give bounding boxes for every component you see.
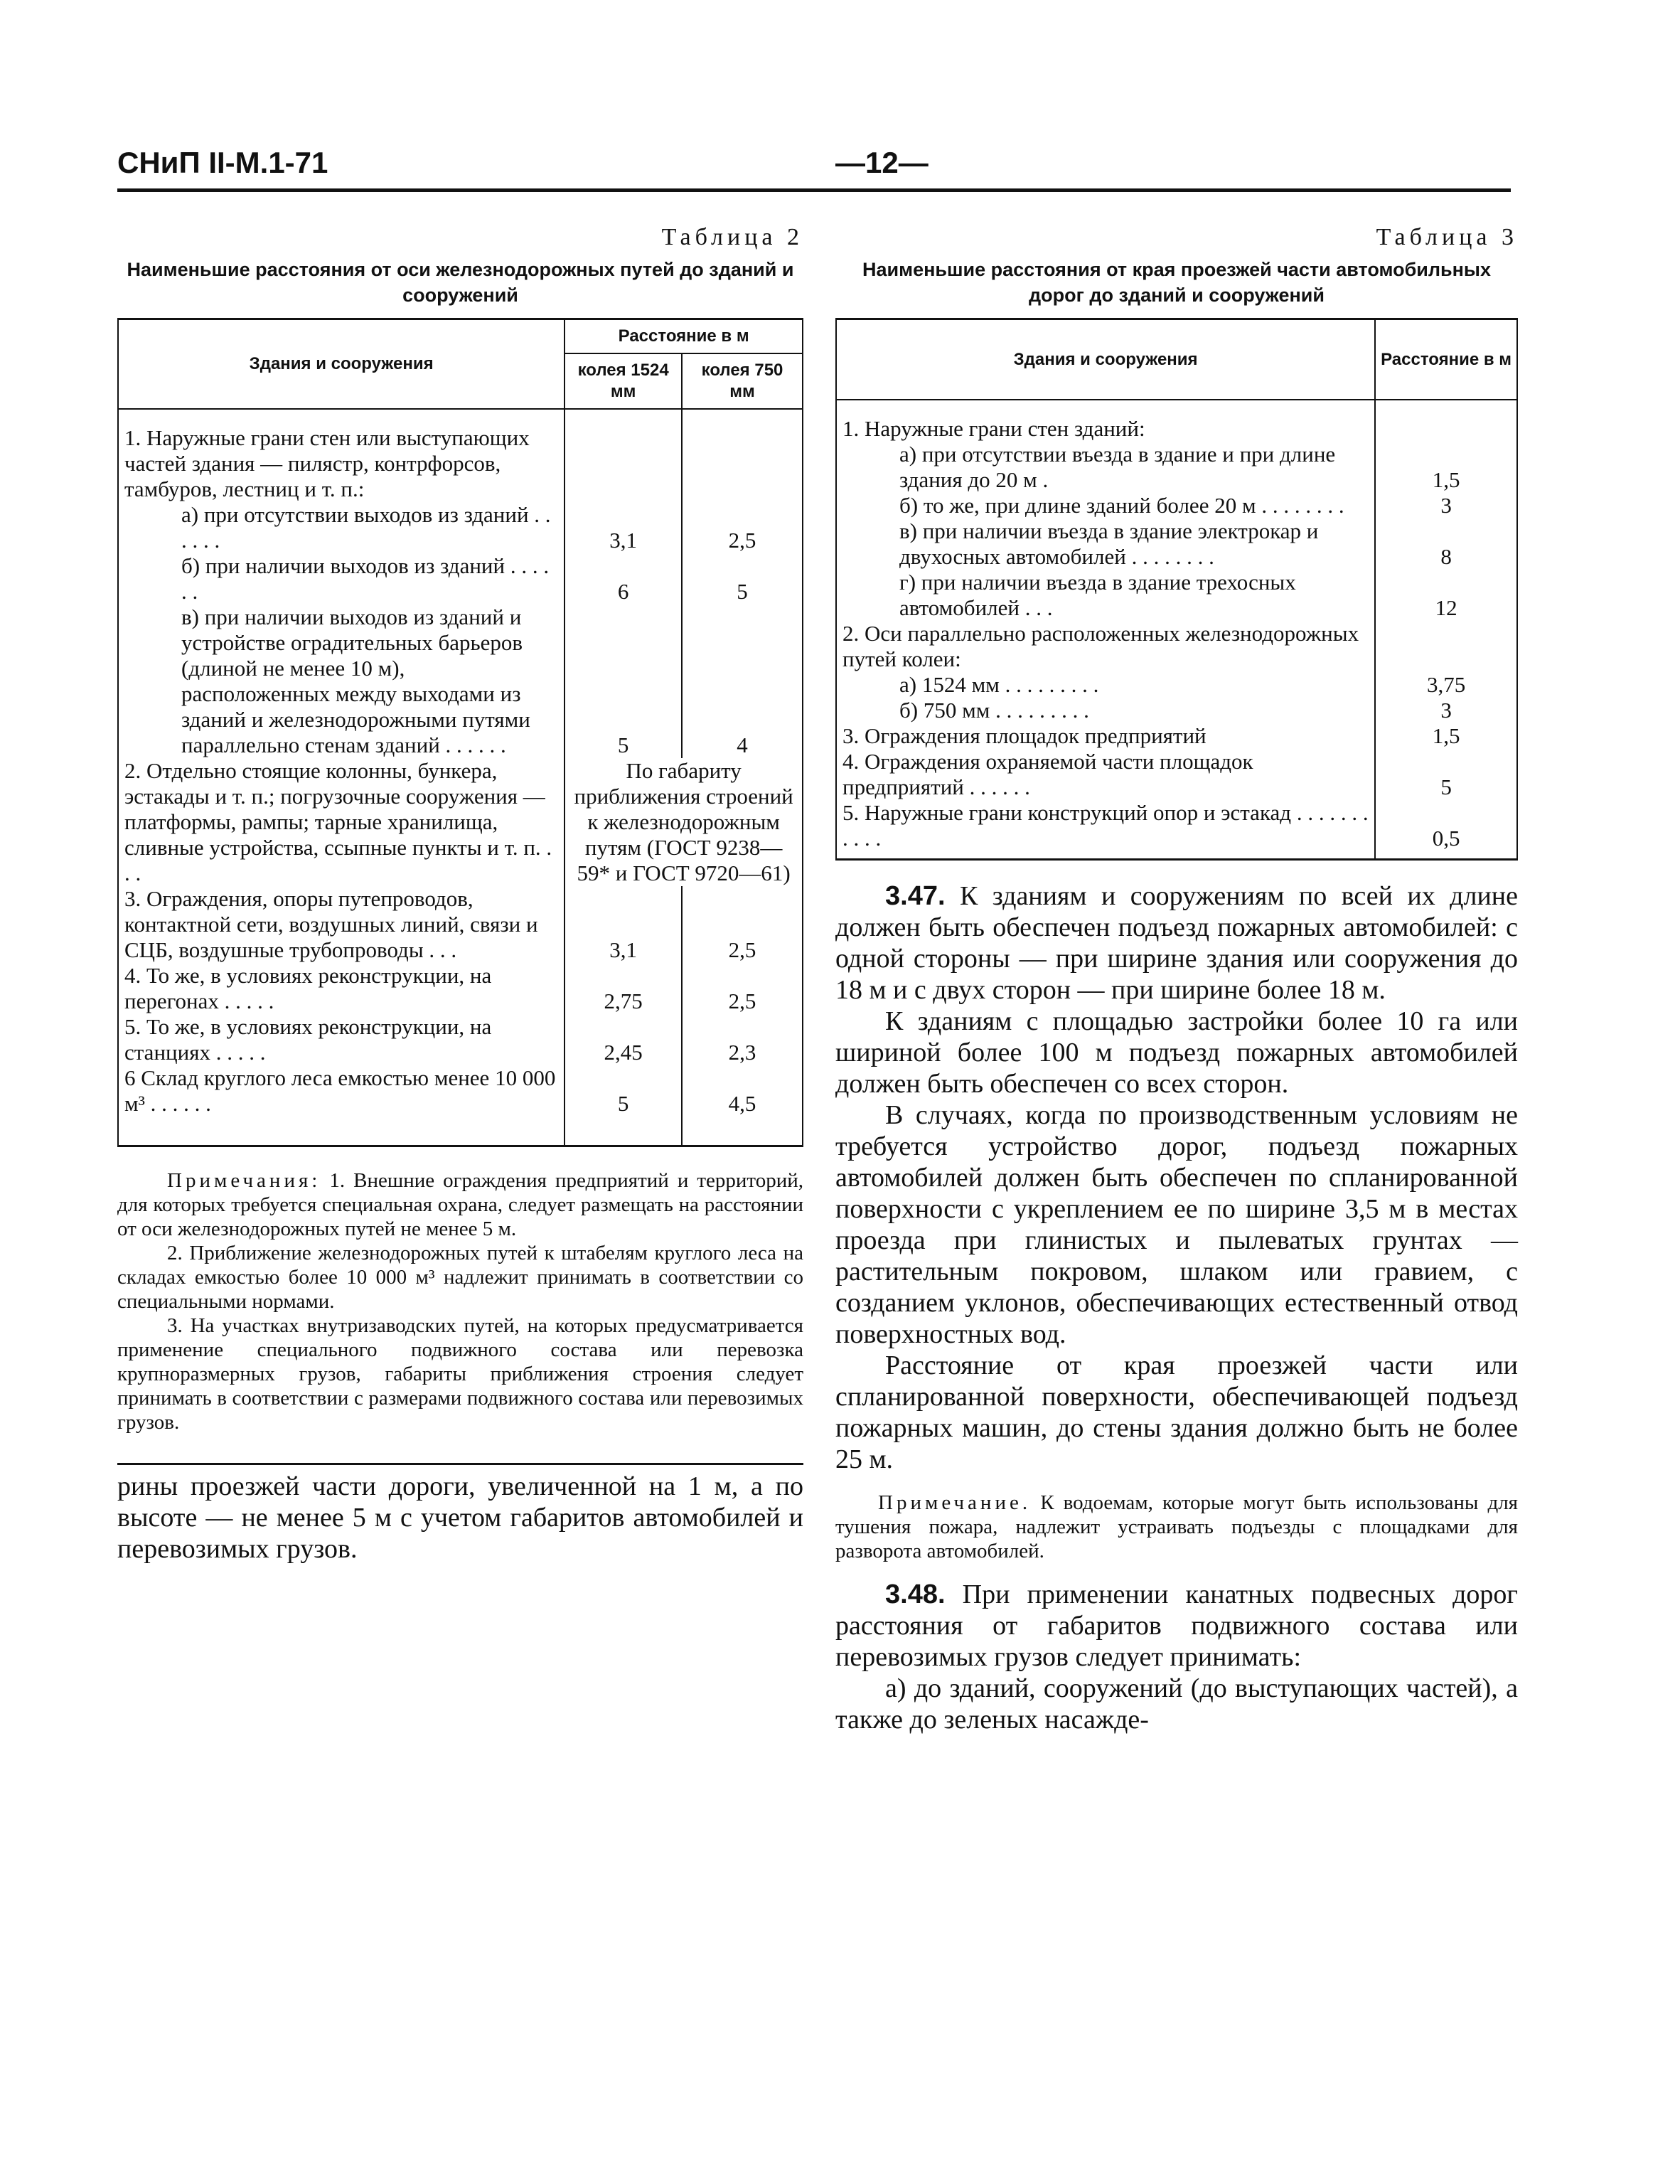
table-row [836, 493, 1517, 518]
note-1: 1. Внешние ограждения предприятий и территорий, для которых требуется специальная охрана, следует размещать на расстоянии от оси железнодорожных путей не менее 5 м. [117, 1169, 803, 1240]
table-row [118, 758, 803, 886]
value: 1,5 [1432, 723, 1460, 748]
row-text: 1. Наружные грани стен или выступающих частей здания — пилястр, контрфорсов, тамбуров, лестниц и т. п.: [124, 425, 530, 501]
table-row [836, 698, 1517, 723]
table3 [835, 318, 1518, 861]
table-row [118, 425, 803, 502]
right-column [835, 224, 1518, 1735]
table-row [118, 553, 803, 604]
fire-note [835, 1491, 1518, 1563]
section-3-47 [835, 880, 1518, 1475]
continuation-paragraph: рины проезжей части дороги, увеличенной на 1 м, а по высоте — не менее 5 м с учетом габаритов автомобилей и перевозимых грузов. [117, 1471, 803, 1564]
table-row [836, 570, 1517, 621]
left-column [117, 224, 803, 1565]
table3-col-buildings: Здания и сооружения [836, 319, 1375, 400]
page-number: —12— [835, 146, 929, 179]
gauge-clearance-note: По габариту приближения строений к железнодорожным путям (ГОСТ 9238—59* и ГОСТ 9720—61) [574, 758, 793, 885]
value-1524: 2,45 [604, 1040, 643, 1065]
value: 3 [1440, 698, 1452, 723]
row-text: 1. Наружные грани стен зданий: [842, 416, 1145, 441]
row-text: 2. Отдельно стоящие колонны, бункера, эстакады и т. п.; погрузочные сооружения — платформы, рампы; тарные хранилища, сливные устройства, ссыпные пункты и т. п. . . . [124, 758, 552, 885]
row-text: 4. Ограждения охраняемой части площадок предприятий . . . . . . [842, 749, 1253, 799]
table2-col-750: колея 750 мм [682, 353, 803, 409]
table-row [118, 1014, 803, 1065]
table-row [836, 749, 1517, 800]
table2-number: Таблица 2 [661, 224, 803, 250]
note-label: Примечание. [878, 1491, 1032, 1514]
note-2: 2. Приближение железнодорожных путей к штабелям круглого леса на складах емкостью более 10 000 м³ надлежит принимать в соответствии со специальными нормами. [117, 1242, 803, 1313]
value-1524: 3,1 [609, 937, 638, 962]
value-750: 2,5 [728, 989, 756, 1013]
row-text: б) при наличии выходов из зданий . . . . . . [181, 553, 550, 604]
row-text: а) при отсутствии въезда в здание и при длине здания до 20 м . [899, 442, 1336, 492]
table-row [118, 604, 803, 758]
value-750: 2,5 [728, 528, 756, 553]
value: 3,75 [1426, 672, 1466, 697]
paragraph-text: К зданиям и сооружениям по всей их длине должен быть обеспечен подъезд пожарных автомобилей: с одной стороны — при ширине здания или сооружения до 18 м и с двух сторон — при ширине более 18 м. [835, 881, 1518, 1005]
value-1524: 6 [617, 579, 629, 604]
table-row [118, 1065, 803, 1146]
value-750: 4 [737, 733, 748, 757]
table2-col-distance: Расстояние в м [565, 319, 803, 354]
value-750: 2,3 [728, 1040, 756, 1065]
table-row [118, 886, 803, 963]
value-1524: 5 [617, 1091, 629, 1116]
value: 8 [1440, 544, 1452, 569]
table2-col-buildings: Здания и сооружения [118, 319, 565, 410]
table2-title: Наименьшие расстояния от оси железнодорожных путей до зданий и сооружений [127, 259, 794, 306]
paragraph: Расстояние от края проезжей части или спланированной поверхности, обеспечивающей подъезд пожарных машин, до стены здания должно быть не более 25 м. [835, 1351, 1518, 1474]
row-text: 5. Наружные грани конструкций опор и эстакад . . . . . . . . . . . [842, 800, 1369, 851]
notes-label: Примечания: [167, 1169, 321, 1192]
row-text: б) 750 мм . . . . . . . . . [899, 698, 1089, 723]
paragraph: а) до зданий, сооружений (до выступающих частей), а также до зеленых насажде- [835, 1673, 1518, 1735]
section-3-48 [835, 1579, 1518, 1735]
table-row [836, 518, 1517, 570]
table-row [836, 416, 1517, 442]
table3-number: Таблица 3 [1376, 224, 1518, 250]
table2-notes [117, 1168, 803, 1434]
table-row [836, 723, 1517, 749]
paragraph-number: 3.48. [885, 1580, 946, 1609]
row-text: в) при наличии въезда в здание электрокар и двухосных автомобилей . . . . . . . . [899, 518, 1319, 569]
paragraph-number: 3.47. [885, 881, 946, 911]
row-text: 6 Склад круглого леса емкостью менее 10 000 м³ . . . . . . [124, 1065, 556, 1116]
row-text: б) то же, при длине зданий более 20 м . . . . . . . . [899, 493, 1344, 518]
table2 [117, 318, 803, 1147]
row-text: а) при отсутствии выходов из зданий . . . . . . [181, 502, 551, 553]
note-text: К водоемам, которые могут быть использованы для тушения пожара, надлежит устраивать подъезды с площадками для разворота автомобилей. [835, 1491, 1519, 1562]
table2-col-1524: колея 1524 мм [565, 353, 682, 409]
continuation-text [117, 1463, 803, 1565]
table-row [118, 963, 803, 1014]
value: 5 [1440, 774, 1452, 799]
value: 1,5 [1432, 467, 1460, 492]
value: 12 [1435, 595, 1457, 620]
value-750: 4,5 [728, 1091, 756, 1116]
paragraph: В случаях, когда по производственным условиям не требуется устройство дорог, подъезд пожарных автомобилей должен быть обеспечен по спланированной поверхности с укреплением ее по ширине 3,5 м в местах проезда при глинистых и пылеватых грунтах — растительным покровом, шлаком или гравием, с созданием уклонов, обеспечивающих естественный отвод поверхностных вод. [835, 1100, 1518, 1349]
value-1524: 3,1 [609, 528, 638, 553]
value-750: 2,5 [728, 937, 756, 962]
row-text: а) 1524 мм . . . . . . . . . [899, 672, 1099, 697]
table-row [836, 672, 1517, 698]
row-text: 2. Оси параллельно расположенных железнодорожных путей колеи: [842, 621, 1359, 671]
table3-title: Наименьшие расстояния от края проезжей части автомобильных дорог до зданий и сооружений [862, 259, 1491, 306]
document-code: СНиП II-М.1-71 [117, 146, 328, 179]
value-1524: 2,75 [604, 989, 643, 1013]
value-1524: 5 [617, 733, 629, 757]
table-row [836, 442, 1517, 493]
paragraph: К зданиям с площадью застройки более 10 га или шириной более 100 м подъезд пожарных автомобилей должен быть обеспечен со всех сторон. [835, 1006, 1518, 1099]
value: 0,5 [1432, 826, 1460, 851]
table3-col-distance: Расстояние в м [1375, 319, 1517, 400]
paragraph-text: При применении канатных подвесных дорог расстояния от габаритов подвижного состава или перевозимых грузов следует принимать: [835, 1580, 1519, 1672]
page-header [117, 146, 1511, 192]
table-row [118, 502, 803, 553]
value-750: 5 [737, 579, 748, 604]
row-text: 3. Ограждения площадок предприятий [842, 723, 1207, 748]
value: 3 [1440, 493, 1452, 518]
row-text: в) при наличии выходов из зданий и устройстве оградительных барьеров (длиной не менее 10 м), расположенных между выходами из зданий и железнодорожными путями параллельно стенам зданий . . . . . . [181, 604, 530, 757]
row-text: 4. То же, в условиях реконструкции, на перегонах . . . . . [124, 963, 492, 1013]
table-row [836, 621, 1517, 672]
row-text: 5. То же, в условиях реконструкции, на станциях . . . . . [124, 1014, 492, 1065]
note-3: 3. На участках внутризаводских путей, на которых предусматривается применение специального подвижного состава или перевозка крупноразмерных грузов, габариты приближения строения следует принимать в соответствии с размерами подвижного состава или перевозимых грузов. [117, 1314, 803, 1434]
table-row [836, 800, 1517, 860]
row-text: г) при наличии въезда в здание трехосных автомобилей . . . [899, 570, 1296, 620]
row-text: 3. Ограждения, опоры путепроводов, контактной сети, воздушных линий, связи и СЦБ, воздушные трубопроводы . . . [124, 886, 538, 962]
